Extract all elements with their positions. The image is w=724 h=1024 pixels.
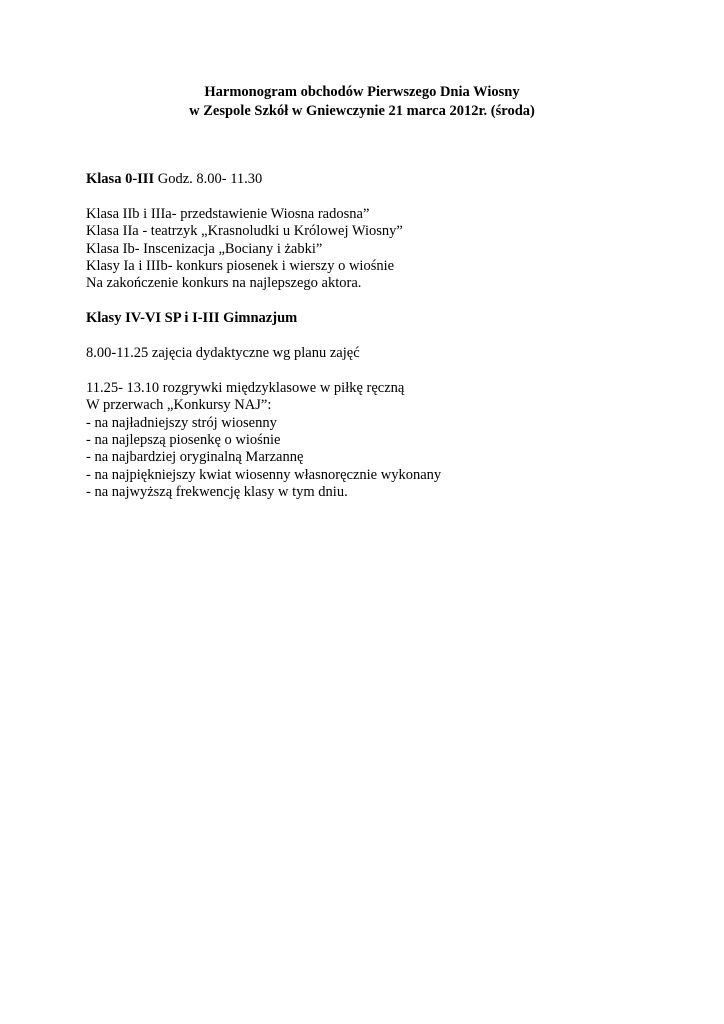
spacer [86, 293, 666, 310]
section2-breaks: W przerwach „Konkursy NAJ”: [86, 397, 272, 414]
section2-lessons: 8.00-11.25 zajęcia dydaktyczne wg planu zajęć [86, 345, 360, 362]
contest-item: - na najlepszą piosenkę o wiośnie [86, 432, 281, 449]
section1-item: Klasa Ib- Inscenizacja „Bociany i żabki” [86, 240, 323, 257]
title-line-1: Harmonogram obchodów Pierwszego Dnia Wiosny [204, 84, 520, 100]
section1-item: Na zakończenie konkurs na najlepszego aktora. [86, 275, 362, 292]
contest-item: - na najładniejszy strój wiosenny [86, 414, 277, 431]
section1-heading [86, 171, 666, 188]
section2-heading: Klasy IV-VI SP i I-III Gimnazjum [86, 310, 298, 327]
section1-item: Klasa IIa - teatrzyk „Krasnoludki u Królowej Wiosny” [86, 223, 403, 240]
section2-games: 11.25- 13.10 rozgrywki międzyklasowe w piłkę ręczną [86, 379, 405, 396]
section1-item: Klasa IIb i IIIa- przedstawienie Wiosna radosna” [86, 205, 370, 222]
title-line-2: w Zespole Szkół w Gniewczynie 21 marca 2012r. (środa) [189, 103, 535, 119]
section1-heading-bold: Klasa 0-III [86, 171, 155, 187]
spacer [86, 188, 666, 205]
document-title [0, 83, 724, 121]
contest-item: - na najbardziej oryginalną Marzannę [86, 449, 304, 466]
document-body [86, 171, 666, 502]
contest-item: - na najpiękniejszy kwiat wiosenny własnoręcznie wykonany [86, 466, 442, 483]
section1-heading-time: Godz. 8.00- 11.30 [154, 171, 263, 187]
spacer [86, 362, 666, 379]
spacer [86, 328, 666, 345]
contest-item: - na najwyższą frekwencję klasy w tym dniu. [86, 484, 348, 501]
section1-item: Klasy Ia i IIIb- konkurs piosenek i wierszy o wiośnie [86, 258, 395, 275]
